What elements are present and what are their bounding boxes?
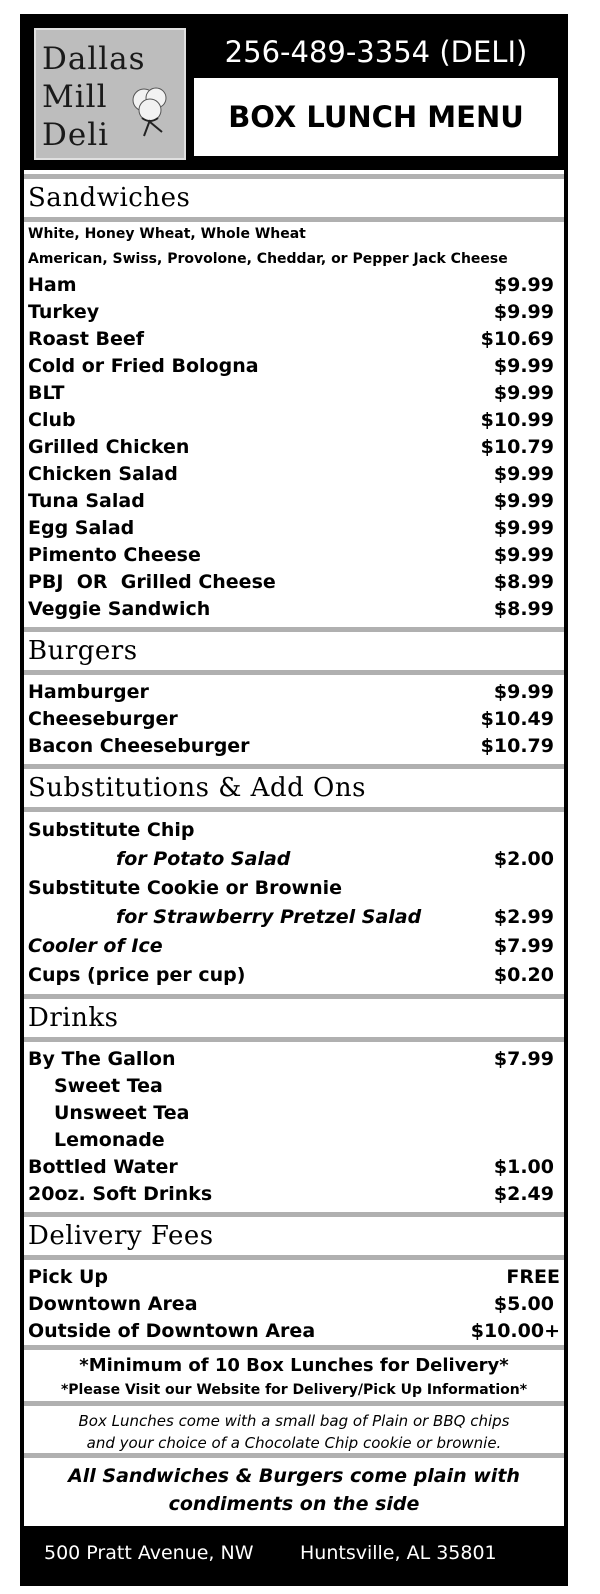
item-price: $8.99 (493, 598, 554, 620)
footer (24, 1526, 564, 1582)
city-address: Huntsville, AL 35801 (300, 1542, 497, 1564)
logo-line-deli: Deli (42, 117, 110, 153)
menu-row (24, 1046, 564, 1073)
logo (34, 28, 186, 160)
item-name: Grilled Chicken (28, 436, 190, 458)
menu-row (24, 542, 564, 569)
item-name: Cheeseburger (28, 708, 178, 730)
menu-row (24, 380, 564, 407)
item-price: $10.99 (480, 409, 554, 431)
item-name: By The Gallon (28, 1048, 176, 1070)
menu-row (24, 515, 564, 542)
section-header-substitutions (24, 764, 564, 812)
menu-row (24, 407, 564, 434)
item-name: Pick Up (28, 1266, 108, 1288)
menu-row (24, 353, 564, 380)
item-name: PBJ OR Grilled Cheese (28, 571, 276, 593)
section-header-burgers (24, 627, 564, 675)
item-name: for Strawberry Pretzel Salad (116, 906, 422, 928)
menu-title: BOX LUNCH MENU (194, 78, 558, 156)
menu-row (24, 1127, 564, 1154)
menu-row (24, 1181, 564, 1208)
item-price: $9.99 (493, 681, 554, 703)
menu-row (24, 679, 564, 706)
item-price: $10.49 (480, 708, 554, 730)
item-name: Pimento Cheese (28, 544, 201, 566)
cotton-boll-icon (124, 82, 176, 140)
item-price: $0.20 (493, 964, 554, 986)
item-name: Hamburger (28, 681, 149, 703)
item-price: $9.99 (493, 463, 554, 485)
item-name: BLT (28, 382, 65, 404)
item-name: Ham (28, 274, 77, 296)
section-header-drinks (24, 994, 564, 1042)
delivery-info (24, 1345, 564, 1401)
item-price: $9.99 (493, 490, 554, 512)
box-lunch-line: Box Lunches come with a small bag of Plain or BBQ chips (78, 1412, 510, 1430)
menu-row (24, 1318, 564, 1345)
menu-row (24, 299, 564, 326)
item-price: $9.99 (493, 301, 554, 323)
item-price: $2.99 (493, 906, 554, 928)
item-name: Tuna Salad (28, 490, 145, 512)
item-price: $1.00 (493, 1156, 554, 1178)
item-name: Veggie Sandwich (28, 598, 211, 620)
item-price: $10.69 (480, 328, 554, 350)
box-lunch-line: and your choice of a Chocolate Chip cookie or brownie. (86, 1434, 502, 1452)
item-name: Substitute Chip (28, 819, 195, 841)
item-name: Chicken Salad (28, 463, 178, 485)
item-price: $7.99 (493, 1048, 554, 1070)
item-name: Cold or Fried Bologna (28, 355, 259, 377)
menu-row (24, 1100, 564, 1127)
item-name: Outside of Downtown Area (28, 1320, 316, 1342)
section-header-delivery (24, 1212, 564, 1260)
menu-row (24, 1154, 564, 1181)
menu-frame (20, 14, 568, 1586)
menu-row (24, 596, 564, 623)
item-price: $2.00 (493, 848, 554, 870)
menu-row (24, 903, 564, 932)
item-price: $9.99 (493, 382, 554, 404)
menu-row (24, 1291, 564, 1318)
item-name: Downtown Area (28, 1293, 198, 1315)
condiments-line: All Sandwiches & Burgers come plain with (68, 1465, 520, 1487)
menu-row (24, 272, 564, 299)
menu-row (24, 932, 564, 961)
menu-row (24, 461, 564, 488)
logo-line-dallas: Dallas (42, 41, 146, 77)
condiments-info (24, 1453, 564, 1513)
menu-row (24, 874, 564, 903)
cheese-options: American, Swiss, Provolone, Cheddar, or Pepper Jack Cheese (28, 251, 508, 267)
section-title: Delivery Fees (28, 1221, 214, 1251)
box-lunch-info (24, 1401, 564, 1453)
menu-row (24, 488, 564, 515)
item-name: Lemonade (54, 1129, 165, 1151)
header (24, 18, 564, 170)
item-name: Sweet Tea (54, 1075, 163, 1097)
section-title: Substitutions & Add Ons (28, 773, 366, 803)
item-price: $10.79 (480, 735, 554, 757)
menu-row (24, 434, 564, 461)
section-title: Sandwiches (28, 183, 191, 213)
item-price: $8.99 (493, 571, 554, 593)
logo-line-mill: Mill (42, 79, 108, 115)
phone-number: 256-489-3354 (DELI) (224, 35, 528, 69)
menu-row (24, 706, 564, 733)
item-price: $10.79 (480, 436, 554, 458)
item-name: 20oz. Soft Drinks (28, 1183, 213, 1205)
item-name: Bottled Water (28, 1156, 178, 1178)
website-note: *Please Visit our Website for Delivery/Pick Up Information* (60, 1382, 528, 1398)
item-name: Substitute Cookie or Brownie (28, 877, 343, 899)
menu-row (24, 961, 564, 990)
minimum-note: *Minimum of 10 Box Lunches for Delivery* (79, 1355, 509, 1376)
item-name: Egg Salad (28, 517, 135, 539)
item-price: $9.99 (493, 544, 554, 566)
menu-row (24, 816, 564, 845)
item-name: for Potato Salad (116, 848, 291, 870)
item-price: $9.99 (493, 355, 554, 377)
item-price: $10.00+ (470, 1320, 560, 1342)
item-name: Bacon Cheeseburger (28, 735, 250, 757)
item-price: $7.99 (493, 935, 554, 957)
section-title: Drinks (28, 1003, 119, 1033)
bread-options: White, Honey Wheat, Whole Wheat (28, 226, 306, 242)
menu-content (24, 170, 564, 1513)
menu-row (24, 1073, 564, 1100)
item-price: $5.00 (493, 1293, 554, 1315)
item-name: Cooler of Ice (28, 935, 163, 957)
street-address: 500 Pratt Avenue, NW (44, 1542, 254, 1564)
item-name: Cups (price per cup) (28, 964, 246, 986)
section-title: Burgers (28, 636, 138, 666)
menu-row (24, 326, 564, 353)
item-price: $2.49 (493, 1183, 554, 1205)
item-price: $9.99 (493, 517, 554, 539)
menu-row (24, 845, 564, 874)
item-name: Roast Beef (28, 328, 145, 350)
section-header-sandwiches (24, 174, 564, 222)
menu-row (24, 1264, 564, 1291)
item-price: FREE (506, 1266, 560, 1288)
item-price: $9.99 (493, 274, 554, 296)
item-name: Club (28, 409, 76, 431)
item-name: Turkey (28, 301, 100, 323)
menu-row (24, 733, 564, 760)
item-name: Unsweet Tea (54, 1102, 190, 1124)
menu-row (24, 569, 564, 596)
condiments-line: condiments on the side (168, 1493, 420, 1515)
